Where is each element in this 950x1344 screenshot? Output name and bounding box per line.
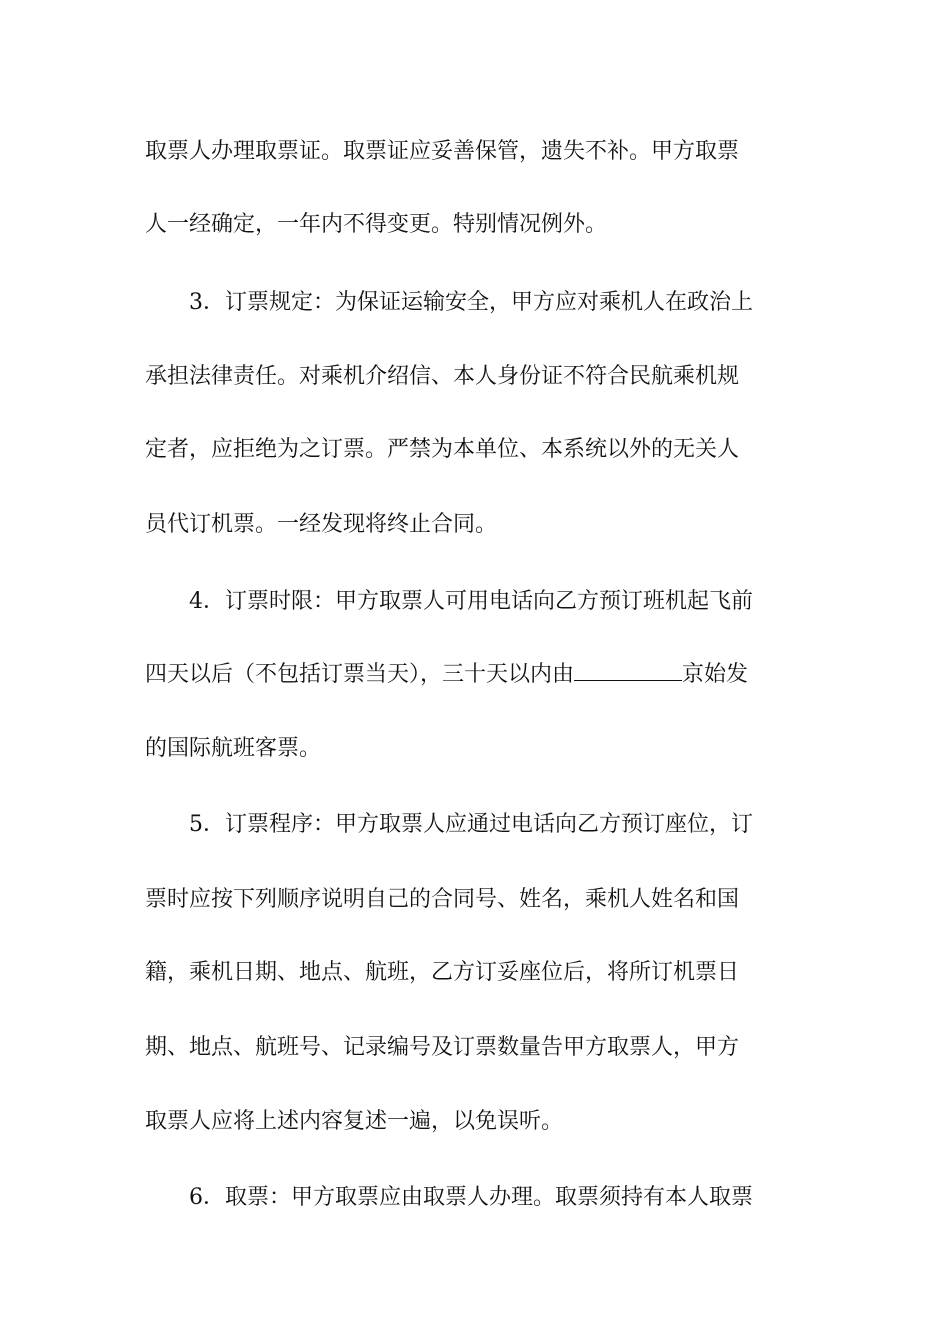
text-line: 籍，乘机日期、地点、航班，乙方订妥座位后，将所订机票日: [145, 960, 740, 985]
paragraph-5-line: 5．订票程序：甲方取票人应通过电话向乙方预订座位，订: [189, 812, 753, 837]
paragraph-6-line: 6．取票：甲方取票应由取票人办理。取票须持有本人取票: [189, 1185, 753, 1210]
text-line: 期、地点、航班号、记录编号及订票数量告甲方取票人，甲方: [145, 1035, 740, 1060]
blank-underline: [574, 662, 682, 681]
text-line: 取票人办理取票证。取票证应妥善保管，遗失不补。甲方取票: [145, 139, 740, 164]
text-line: 取票人应将上述内容复述一遍，以免误听。: [145, 1109, 564, 1134]
text-segment: 京始发: [682, 662, 749, 687]
paragraph-4-line: 4．订票时限：甲方取票人可用电话向乙方预订班机起飞前: [189, 589, 753, 614]
text-line: 承担法律责任。对乘机介绍信、本人身份证不符合民航乘机规: [145, 364, 740, 389]
text-line: 员代订机票。一经发现将终止合同。: [145, 512, 498, 537]
text-segment: 四天以后（不包括订票当天），三十天以内由: [145, 662, 575, 687]
paragraph-3-line: 3．订票规定：为保证运输安全，甲方应对乘机人在政治上: [189, 290, 753, 315]
text-line: 人一经确定，一年内不得变更。特别情况例外。: [145, 212, 608, 237]
text-line: 的国际航班客票。: [145, 736, 322, 761]
text-line: 定者，应拒绝为之订票。严禁为本单位、本系统以外的无关人: [145, 437, 740, 462]
text-line-with-blank: [145, 660, 810, 690]
text-line: 票时应按下列顺序说明自己的合同号、姓名，乘机人姓名和国: [145, 887, 740, 912]
